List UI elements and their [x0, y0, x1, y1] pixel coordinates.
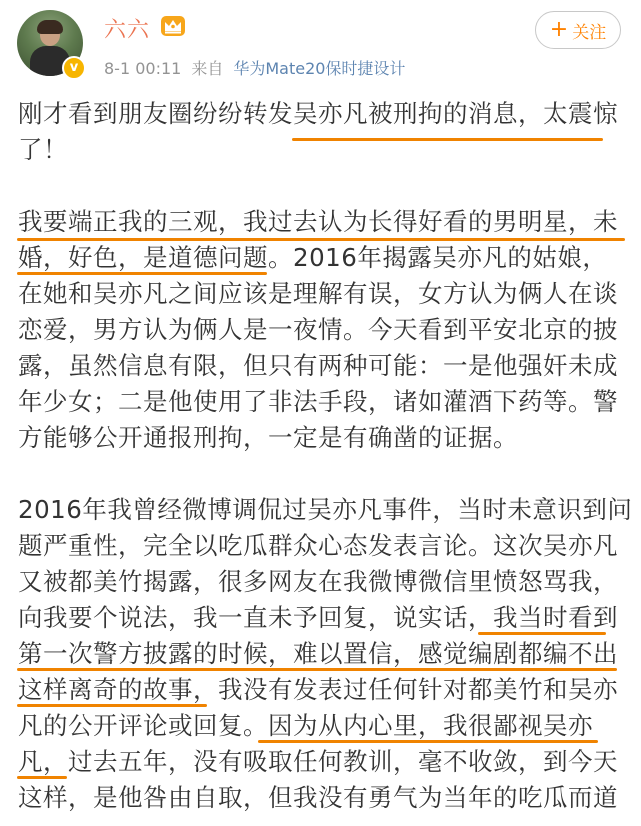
text-line: 婚，好色，是道德问题。2016年揭露吴亦凡的姑娘，	[18, 243, 608, 272]
vip-crown-icon	[160, 14, 186, 38]
highlight-underline	[17, 776, 67, 779]
text-line: 凡的公开评论或回复。因为从内心里，我很鄙视吴亦	[18, 711, 593, 740]
post-header	[0, 0, 641, 90]
device-source-link[interactable]: 华为Mate20保时捷设计	[233, 59, 406, 78]
highlight-underline	[17, 272, 267, 275]
source-prefix: 来自	[191, 59, 224, 78]
highlight-underline	[17, 704, 207, 707]
text-line: 露，虽然信息有限，但只有两种可能：一是他强奸未成	[18, 351, 618, 380]
text-line: 又被都美竹揭露，很多网友在我微博微信里愤怒骂我，	[18, 567, 618, 596]
post-meta	[104, 56, 405, 79]
text-line: 方能够公开通报刑拘，一定是有确凿的证据。	[18, 423, 518, 452]
highlight-underline	[17, 238, 625, 241]
highlight-underline	[258, 740, 598, 743]
paragraph-3	[18, 492, 633, 816]
highlight-underline	[17, 668, 617, 671]
text-line: 这样，是他咎由自取，但我没有勇气为当年的吃瓜而道	[18, 783, 618, 812]
paragraph-1	[18, 96, 628, 168]
text-line: 题严重性，完全以吃瓜群众心态发表言论。这次吴亦凡	[18, 531, 618, 560]
highlight-underline	[478, 632, 606, 635]
text-line: 年少女；二是他使用了非法手段，诸如灌酒下药等。警	[18, 387, 618, 416]
avatar-figure-hair	[37, 20, 63, 34]
paragraph-2	[18, 204, 628, 456]
text-line: 第一次警方披露的时候，难以置信，感觉编剧都编不出	[18, 639, 618, 668]
follow-label: 关注	[572, 22, 607, 43]
verified-badge-icon: v	[62, 56, 86, 80]
text-line: 这样离奇的故事，我没有发表过任何针对都美竹和吴亦	[18, 675, 618, 704]
text-line: 凡，过去五年，没有吸取任何教训，毫不收敛，到今天	[18, 747, 618, 776]
text-line: 向我要个说法，我一直未予回复，说实话，我当时看到	[18, 603, 618, 632]
text-line: 我要端正我的三观，我过去认为长得好看的男明星，未	[18, 207, 618, 236]
post-time: 8-1 00:11	[104, 59, 182, 78]
text-line: 了！	[18, 135, 68, 164]
text-line: 2016年我曾经微博调侃过吴亦凡事件，当时未意识到问	[18, 495, 633, 524]
username[interactable]: 六六	[104, 18, 151, 43]
plus-icon: +	[549, 17, 569, 42]
follow-button[interactable]	[535, 11, 621, 49]
text-line: 恋爱，男方认为俩人是一夜情。今天看到平安北京的披	[18, 315, 618, 344]
text-line: 在她和吴亦凡之间应该是理解有误，女方认为俩人在谈	[18, 279, 618, 308]
post-body	[18, 96, 633, 816]
highlight-underline	[292, 138, 603, 141]
text-line: 刚才看到朋友圈纷纷转发吴亦凡被刑拘的消息，太震惊	[18, 99, 618, 128]
